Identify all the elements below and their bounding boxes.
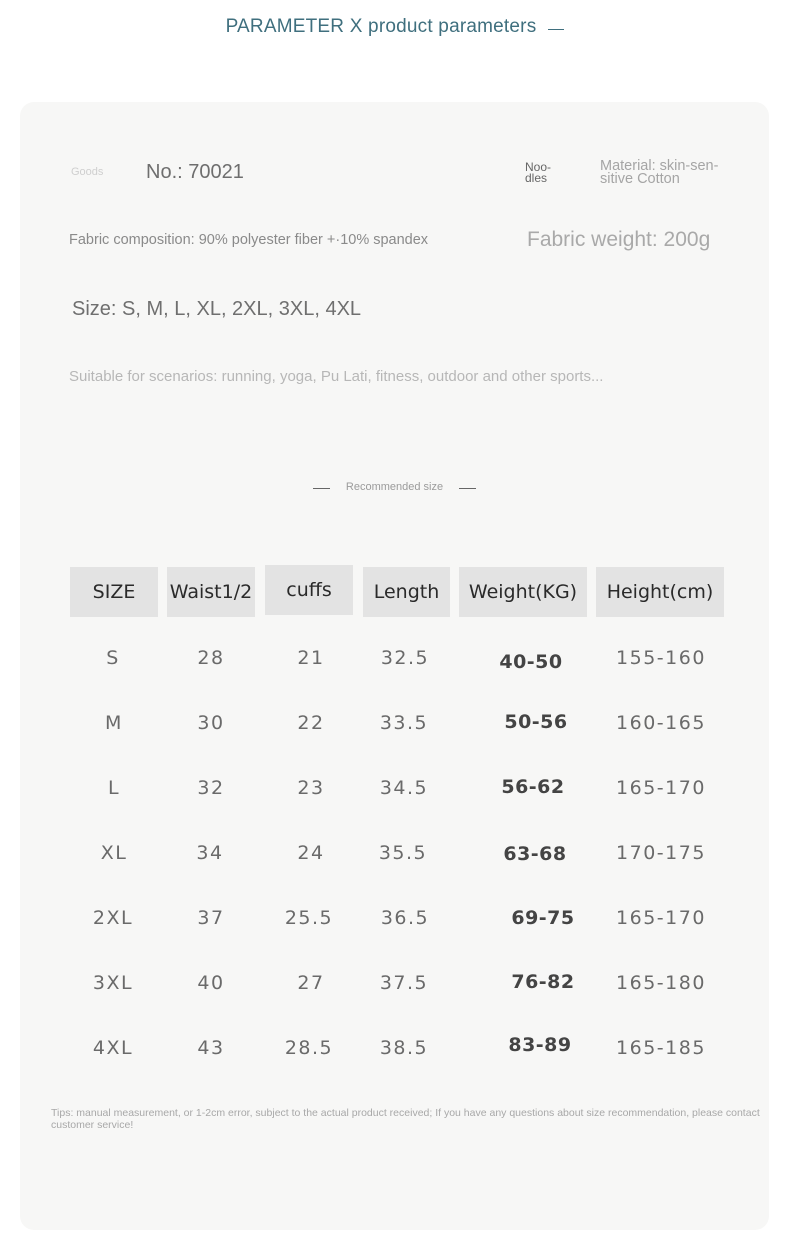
- recommended-size-label: Recommended size: [345, 481, 444, 493]
- column-header-weight: Weight(KG): [459, 567, 587, 617]
- table-cell: 24: [297, 842, 325, 864]
- material-text: Material: skin-sen-sitive Cotton: [600, 158, 719, 187]
- table-cell: 76-82: [511, 971, 575, 993]
- table-cell: 50-56: [504, 711, 568, 733]
- table-cell: 165-180: [616, 972, 706, 994]
- goods-label: Goods: [71, 166, 104, 178]
- title-dash: [548, 29, 564, 30]
- table-cell: 43: [197, 1037, 225, 1059]
- table-cell: 63-68: [503, 843, 567, 865]
- suitable-scenarios: Suitable for scenarios: running, yoga, Pu Lati, fitness, outdoor and other sports...: [69, 368, 604, 385]
- table-cell: 37.5: [379, 972, 429, 994]
- recommended-size-heading: [20, 481, 769, 493]
- divider-left: [313, 488, 330, 489]
- table-cell: 27: [297, 972, 325, 994]
- table-cell: 33.5: [379, 712, 429, 734]
- table-cell: 165-170: [616, 777, 706, 799]
- table-cell: 30: [197, 712, 225, 734]
- table-cell: 28.5: [284, 1037, 334, 1059]
- table-cell: 165-170: [616, 907, 706, 929]
- parameters-card: [20, 102, 769, 1230]
- divider-right: [459, 488, 476, 489]
- table-cell: 28: [197, 647, 225, 669]
- column-header-cuffs: cuffs: [265, 565, 353, 615]
- table-cell: 32: [197, 777, 225, 799]
- table-cell: 165-185: [616, 1037, 706, 1059]
- table-cell: XL: [100, 842, 128, 864]
- fabric-weight: Fabric weight: 200g: [527, 228, 711, 251]
- table-cell: 170-175: [616, 842, 706, 864]
- table-cell: 32.5: [380, 647, 430, 669]
- page-title: [0, 16, 790, 38]
- item-number: No.: 70021: [146, 161, 244, 183]
- table-cell: 40: [197, 972, 225, 994]
- table-cell: 37: [197, 907, 225, 929]
- table-cell: 36.5: [380, 907, 430, 929]
- table-cell: 69-75: [511, 907, 575, 929]
- table-cell: 3XL: [92, 972, 134, 994]
- table-cell: M: [105, 712, 123, 734]
- table-cell: 34.5: [379, 777, 429, 799]
- table-cell: 4XL: [92, 1037, 134, 1059]
- table-cell: 83-89: [508, 1034, 572, 1056]
- table-cell: 56-62: [501, 776, 565, 798]
- table-cell: L: [107, 777, 121, 799]
- table-cell: 22: [297, 712, 325, 734]
- fabric-composition: Fabric composition: 90% polyester fiber +·10% spandex: [69, 232, 429, 248]
- available-sizes: Size: S, M, L, XL, 2XL, 3XL, 4XL: [72, 298, 362, 320]
- table-cell: 34: [196, 842, 224, 864]
- page-title-text: PARAMETER X product parameters: [225, 16, 537, 37]
- noodles-label: Noo-dles: [525, 160, 552, 185]
- table-cell: 35.5: [378, 842, 428, 864]
- size-tips: Tips: manual measurement, or 1-2cm error, subject to the actual product received; If you have any questions about size recommendation, please contact customer service!: [51, 1107, 760, 1131]
- table-cell: 40-50: [499, 651, 563, 673]
- column-header-waist: Waist1/2: [167, 567, 255, 617]
- column-header-size: SIZE: [70, 567, 158, 617]
- column-header-height: Height(cm): [596, 567, 724, 617]
- table-cell: 155-160: [616, 647, 706, 669]
- table-cell: 38.5: [379, 1037, 429, 1059]
- table-cell: 2XL: [92, 907, 134, 929]
- column-header-length: Length: [363, 567, 450, 617]
- table-cell: 25.5: [284, 907, 334, 929]
- table-cell: 160-165: [616, 712, 706, 734]
- table-cell: 23: [297, 777, 325, 799]
- table-cell: 21: [297, 647, 325, 669]
- table-cell: S: [106, 647, 120, 669]
